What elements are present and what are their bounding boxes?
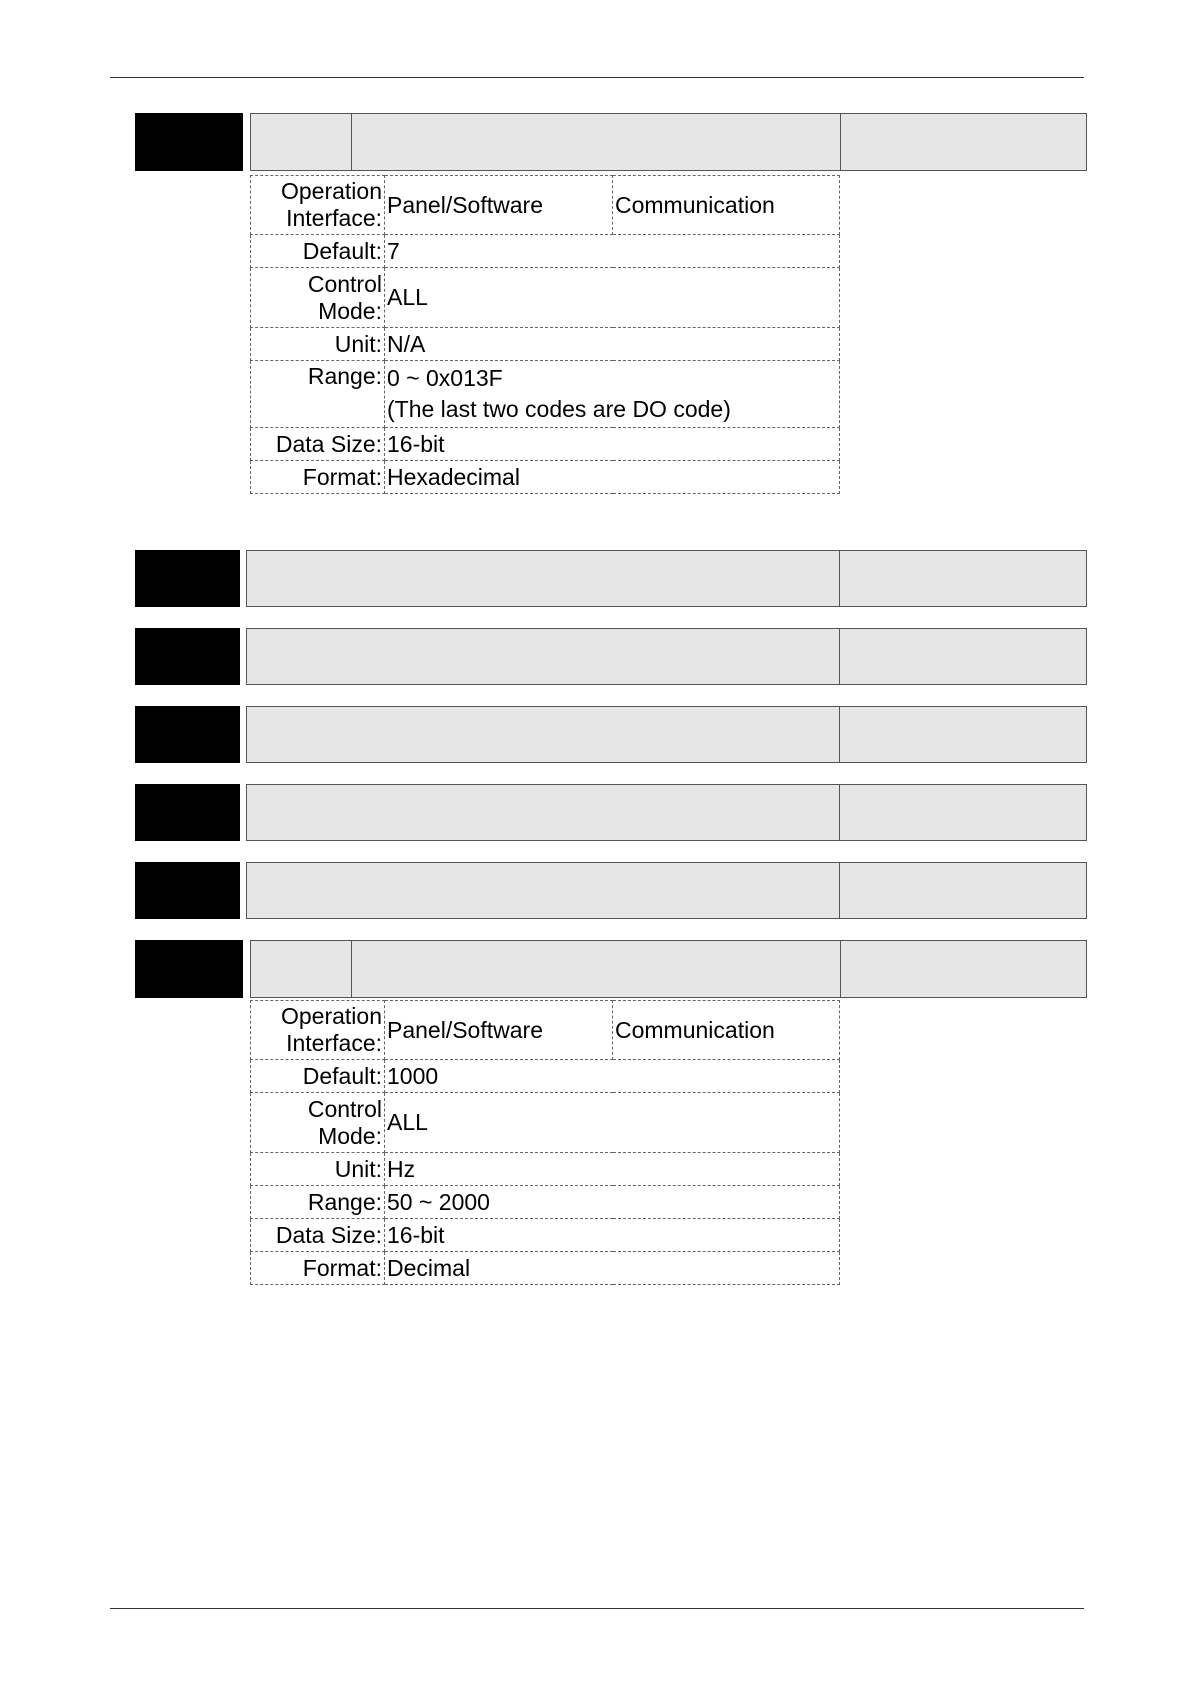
param-header: [246, 628, 1087, 685]
footer-rule: [110, 1608, 1084, 1609]
data-size-label: Data Size:: [251, 428, 385, 461]
control-mode-label: Control Mode:: [251, 1093, 385, 1153]
param-header: [246, 706, 1087, 763]
format-value: Hexadecimal: [385, 461, 840, 494]
default-label: Default:: [251, 235, 385, 268]
op-interface-label: Operation Interface:: [251, 1001, 385, 1060]
op-interface-panel: Panel/Software: [385, 176, 613, 235]
param-header: [246, 862, 1087, 919]
op-interface-panel: Panel/Software: [385, 1001, 613, 1060]
param-code-box: [135, 784, 240, 841]
unit-value: N/A: [385, 328, 840, 361]
format-label: Format:: [251, 1252, 385, 1285]
range-label: Range:: [251, 361, 385, 428]
unit-value: Hz: [385, 1153, 840, 1186]
data-size-label: Data Size:: [251, 1219, 385, 1252]
param-code-box: [135, 628, 240, 685]
range-line-2: (The last two codes are DO code): [387, 396, 731, 422]
param-spec-table: [250, 1000, 840, 1285]
control-mode-value: ALL: [385, 1093, 840, 1153]
param-code-box: [135, 550, 240, 607]
unit-label: Unit:: [251, 328, 385, 361]
format-label: Format:: [251, 461, 385, 494]
range-line-1: 0 ~ 0x013F: [387, 365, 503, 391]
range-value: [385, 361, 840, 428]
param-header: [250, 940, 1087, 998]
range-value: 50 ~ 2000: [385, 1186, 840, 1219]
format-value: Decimal: [385, 1252, 840, 1285]
data-size-value: 16-bit: [385, 1219, 840, 1252]
param-header: [246, 784, 1087, 841]
data-size-value: 16-bit: [385, 428, 840, 461]
param-code-box: [135, 862, 240, 919]
default-value: 1000: [385, 1060, 840, 1093]
control-mode-value: ALL: [385, 268, 840, 328]
op-interface-label: Operation Interface:: [251, 176, 385, 235]
default-value: 7: [385, 235, 840, 268]
op-interface-comm: Communication: [613, 1001, 840, 1060]
param-spec-table: [250, 175, 840, 494]
param-code-box: [135, 940, 243, 998]
param-code-box: [135, 113, 243, 171]
default-label: Default:: [251, 1060, 385, 1093]
param-header: [246, 550, 1087, 607]
range-label: Range:: [251, 1186, 385, 1219]
control-mode-label: Control Mode:: [251, 268, 385, 328]
header-rule: [110, 77, 1084, 78]
unit-label: Unit:: [251, 1153, 385, 1186]
param-header: [250, 113, 1087, 171]
op-interface-comm: Communication: [613, 176, 840, 235]
param-code-box: [135, 706, 240, 763]
